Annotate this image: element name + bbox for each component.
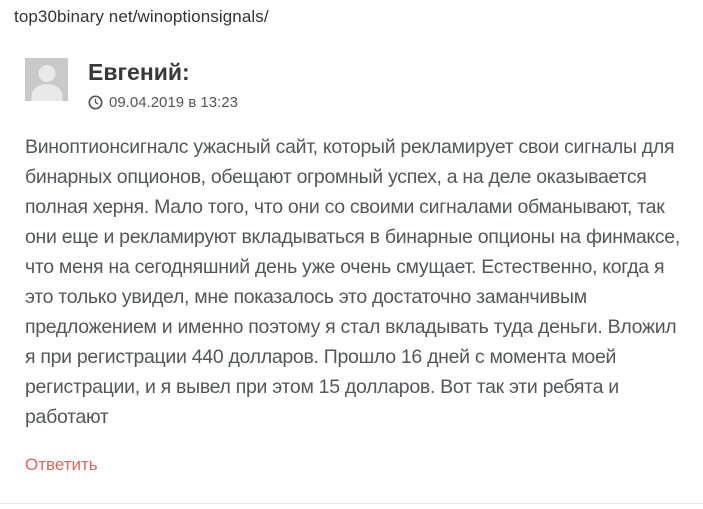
- clock-icon: [88, 95, 103, 110]
- bottom-divider: [0, 503, 703, 504]
- comment-date-row: [88, 94, 238, 111]
- comment-meta: [88, 58, 238, 111]
- avatar-silhouette-body-icon: [31, 84, 62, 101]
- comment-body: Виноптионсигналс ужасный сайт, который рекламирует свои сигналы для бинарных опционов, обещают огромный успех, а на деле оказывается полная херня. Мало того, что они со своими сигналами обманывают, так они еще и рекламируют вкладываться в бинарные опционы на финмаксе, что меня на сегодняшний день уже очень смущает. Естественно, когда я это только увидел, мне показалось это достаточно заманчивым предложением и именно поэтому я стал вкладывать туда деньги. Вложил я при регистрации 440 долларов. Прошло 16 дней с момента моей регистрации, и я вывел при этом 15 долларов. Вот так эти ребята и работают: [25, 136, 680, 429]
- page-url: top30binary net/winoptionsignals/: [14, 7, 269, 26]
- avatar-silhouette-head-icon: [38, 65, 55, 82]
- reply-link[interactable]: Ответить: [25, 455, 98, 475]
- comment-date: 09.04.2019 в 13:23: [109, 94, 238, 112]
- comment-author: Евгений:: [88, 59, 190, 85]
- avatar: [25, 58, 68, 101]
- comment-header: [25, 58, 685, 111]
- comment: [25, 58, 685, 475]
